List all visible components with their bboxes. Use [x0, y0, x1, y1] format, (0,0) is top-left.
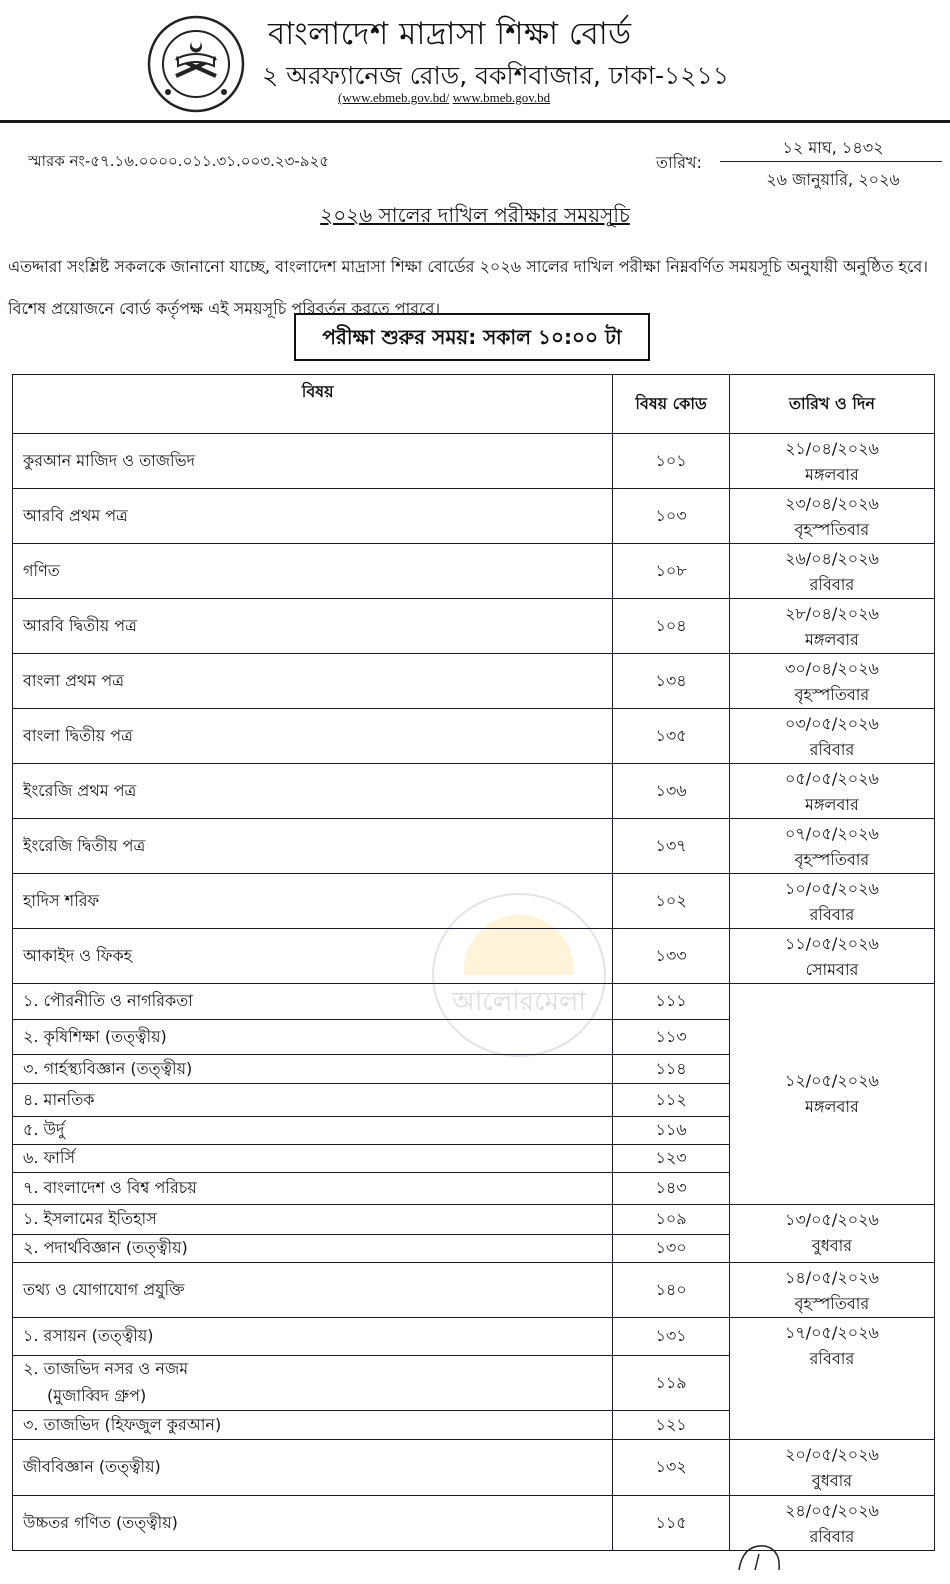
exam-start-time: পরীক্ষা শুরুর সময়: সকাল ১০:০০ টা: [294, 313, 650, 361]
exam-day: রবিবার: [809, 1527, 855, 1546]
header-subject: বিষয়: [13, 375, 613, 434]
exam-date: ২০/০৫/২০২৬: [784, 1445, 879, 1464]
code-cell: ১৩১: [613, 1318, 730, 1356]
table-row: [13, 434, 935, 489]
date-cell: [729, 544, 934, 599]
table-row: [13, 984, 935, 1020]
exam-date: ১২/০৫/২০২৬: [784, 1071, 879, 1090]
subject-cell: ৭. বাংলাদেশ ও বিশ্ব পরিচয়: [13, 1173, 613, 1205]
date-cell-merged: [729, 984, 934, 1205]
code-cell: ১৩৩: [613, 929, 730, 984]
website-link-ebmeb[interactable]: (www.ebmeb.gov.bd/: [338, 90, 450, 105]
subject-cell: ৫. উর্দু: [13, 1117, 613, 1145]
exam-day: মঙ্গলবার: [805, 465, 859, 484]
date-cell-merged: [729, 1205, 934, 1263]
subject-cell: আরবি প্রথম পত্র: [13, 489, 613, 544]
exam-day: বৃহস্পতিবার: [794, 685, 870, 704]
exam-date: ৩০/০৪/২০২৬: [784, 659, 879, 678]
subject-cell: ১. পৌরনীতি ও নাগরিকতা: [13, 984, 613, 1020]
code-cell: ১৩৭: [613, 819, 730, 874]
subject-line-1: ২. তাজভিদ নসর ও নজম: [23, 1359, 189, 1378]
date-cell: [729, 709, 934, 764]
table-row: [13, 489, 935, 544]
exam-date: ২৩/০৪/২০২৬: [784, 494, 879, 513]
table-row: [13, 544, 935, 599]
date-cell: [729, 654, 934, 709]
subject-cell: ৬. ফার্সি: [13, 1145, 613, 1173]
date-bangla: ১২ মাঘ, ১৪৩২: [782, 138, 884, 157]
subject-cell: কুরআন মাজিদ ও তাজভিদ: [13, 434, 613, 489]
exam-day: রবিবার: [809, 575, 855, 594]
code-cell: ১৩৫: [613, 709, 730, 764]
table-row: [13, 1263, 935, 1318]
subject-cell: ৩. গার্হস্থ্যবিজ্ঞান (তত্ত্বীয়): [13, 1055, 613, 1084]
date-cell: [729, 1263, 934, 1318]
subject-cell: ১. রসায়ন (তত্ত্বীয়): [13, 1318, 613, 1356]
header-divider: [0, 120, 950, 123]
subject-cell: গণিত: [13, 544, 613, 599]
exam-schedule-table: [12, 374, 935, 1551]
board-seal-icon: [146, 14, 246, 114]
code-cell: ১০৩: [613, 489, 730, 544]
subject-cell: ৪. মানতিক: [13, 1084, 613, 1117]
exam-date: ০৭/০৫/২০২৬: [784, 824, 879, 843]
code-cell: ১১৫: [613, 1496, 730, 1551]
date-divider: [720, 161, 942, 162]
memo-reference: স্মারক নং-৫৭.১৬.০০০০.০১১.৩১.০০৩.২৩-৯২৫: [28, 152, 329, 170]
code-cell: ১০৯: [613, 1205, 730, 1235]
watermark-text: আলোরমেলা: [452, 987, 586, 1017]
date-cell: [729, 1440, 934, 1496]
exam-day: মঙ্গলবার: [805, 795, 859, 814]
code-cell: ১৩৬: [613, 764, 730, 819]
code-cell: ১১২: [613, 1084, 730, 1117]
date-cell: [729, 599, 934, 654]
code-cell: ১২৩: [613, 1145, 730, 1173]
subject-cell: ২. কৃষিশিক্ষা (তত্ত্বীয়): [13, 1020, 613, 1055]
subject-cell: তথ্য ও যোগাযোগ প্রযুক্তি: [13, 1263, 613, 1318]
header-code: বিষয় কোড: [613, 375, 730, 434]
exam-date: ২১/০৪/২০২৬: [784, 439, 879, 458]
table-row: [13, 709, 935, 764]
page-title: ২০২৬ সালের দাখিল পরীক্ষার সময়সূচি: [320, 203, 630, 227]
code-cell: ১৩০: [613, 1235, 730, 1263]
subject-cell: হাদিস শরিফ: [13, 874, 613, 929]
exam-day: রবিবার: [809, 905, 855, 924]
code-cell: ১০৪: [613, 599, 730, 654]
subject-cell: বাংলা দ্বিতীয় পত্র: [13, 709, 613, 764]
subject-cell: ২. পদার্থবিজ্ঞান (তত্ত্বীয়): [13, 1235, 613, 1263]
subject-cell: ৩. তাজভিদ (হিফজুল কুরআন): [13, 1411, 613, 1440]
code-cell: ১৪০: [613, 1263, 730, 1318]
subject-cell: ১. ইসলামের ইতিহাস: [13, 1205, 613, 1235]
date-cell: [729, 874, 934, 929]
subject-cell: আরবি দ্বিতীয় পত্র: [13, 599, 613, 654]
exam-date: ১৩/০৫/২০২৬: [784, 1210, 879, 1229]
exam-date: ১১/০৫/২০২৬: [784, 934, 879, 953]
subject-cell: ইংরেজি প্রথম পত্র: [13, 764, 613, 819]
exam-date: ১৭/০৫/২০২৬: [784, 1323, 879, 1342]
exam-date: ০৩/০৫/২০২৬: [784, 714, 879, 733]
table-row: [13, 1205, 935, 1235]
board-address: ২ অরফ্যানেজ রোড, বকশিবাজার, ঢাকা-১২১১: [262, 61, 729, 90]
website-link-bmeb[interactable]: www.bmeb.gov.bd: [452, 90, 551, 105]
table-row: [13, 654, 935, 709]
exam-day: রবিবার: [809, 1349, 855, 1368]
code-cell: ১৪৩: [613, 1173, 730, 1205]
table-header-row: [13, 375, 935, 434]
code-cell: ১১৯: [613, 1356, 730, 1411]
code-cell: ১১১: [613, 984, 730, 1020]
exam-day: সোমবার: [805, 960, 859, 979]
code-cell: ১১৩: [613, 1020, 730, 1055]
date-cell-merged: [729, 1318, 934, 1440]
date-cell: [729, 819, 934, 874]
date-cell: [729, 489, 934, 544]
signature-mark-icon: [735, 1540, 783, 1580]
table-row: [13, 929, 935, 984]
date-label: তারিখ:: [656, 153, 702, 172]
code-cell: ১০৮: [613, 544, 730, 599]
code-cell: ১১৪: [613, 1055, 730, 1084]
exam-day: মঙ্গলবার: [805, 630, 859, 649]
subject-cell: জীববিজ্ঞান (তত্ত্বীয়): [13, 1440, 613, 1496]
code-cell: ১০২: [613, 874, 730, 929]
table-row: [13, 1318, 935, 1356]
exam-day: বৃহস্পতিবার: [794, 1294, 870, 1313]
code-cell: ১৩৪: [613, 654, 730, 709]
exam-day: বৃহস্পতিবার: [794, 520, 870, 539]
exam-day: বৃহস্পতিবার: [794, 850, 870, 869]
exam-date: ২৪/০৫/২০২৬: [784, 1501, 879, 1520]
exam-date: ২৬/০৪/২০২৬: [784, 549, 879, 568]
board-name: বাংলাদেশ মাদ্রাসা শিক্ষা বোর্ড: [268, 16, 632, 52]
date-cell: [729, 434, 934, 489]
code-cell: ১৩২: [613, 1440, 730, 1496]
notice-paragraph: এতদ্দারা সংশ্লিষ্ট সকলকে জানানো যাচ্ছে, বাংলাদেশ মাদ্রাসা শিক্ষা বোর্ডের ২০২৬ সালের দাখিল পরীক্ষা নিম্নবর্ণিত সময়সূচি অনুযায়ী অনুষ্ঠিত হবে। বিশেষ প্রয়োজনে বোর্ড কর্তৃপক্ষ এই সময়সূচি পরিবর্তন করতে পারবে।: [8, 257, 929, 318]
subject-cell: বাংলা প্রথম পত্র: [13, 654, 613, 709]
code-cell: ১১৬: [613, 1117, 730, 1145]
code-cell: ১২১: [613, 1411, 730, 1440]
table-row: [13, 764, 935, 819]
exam-day: বুধবার: [811, 1236, 853, 1255]
exam-date: ২৮/০৪/২০২৬: [784, 604, 879, 623]
table-row: [13, 1440, 935, 1496]
exam-day: রবিবার: [809, 740, 855, 759]
subject-cell: ইংরেজি দ্বিতীয় পত্র: [13, 819, 613, 874]
date-cell: [729, 929, 934, 984]
table-row: [13, 599, 935, 654]
table-row: [13, 819, 935, 874]
table-row: [13, 1496, 935, 1551]
exam-day: বুধবার: [811, 1471, 853, 1490]
header-date-day: তারিখ ও দিন: [729, 375, 934, 434]
date-gregorian: ২৬ জানুয়ারি, ২০২৬: [766, 170, 900, 189]
table-row: [13, 874, 935, 929]
exam-day: মঙ্গলবার: [805, 1097, 859, 1116]
exam-date: ০৫/০৫/২০২৬: [784, 769, 879, 788]
subject-cell: আকাইদ ও ফিকহ: [13, 929, 613, 984]
website-links: [338, 90, 550, 106]
subject-cell: উচ্চতর গণিত (তত্ত্বীয়): [13, 1496, 613, 1551]
subject-line-2: (মুজাব্বিদ গ্রুপ): [47, 1386, 147, 1405]
code-cell: ১০১: [613, 434, 730, 489]
exam-date: ১০/০৫/২০২৬: [784, 879, 879, 898]
exam-date: ১৪/০৫/২০২৬: [784, 1268, 879, 1287]
subject-cell: [13, 1356, 613, 1411]
date-cell: [729, 764, 934, 819]
